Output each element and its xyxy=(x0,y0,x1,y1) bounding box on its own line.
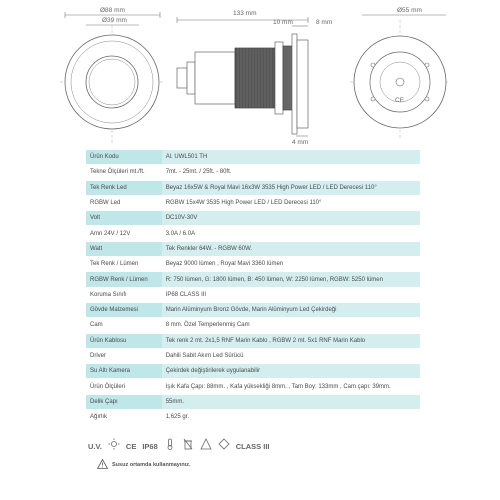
spec-value: Çekirdek değiştirilerek uygulanabilir xyxy=(162,364,420,379)
uv-sun-icon xyxy=(108,437,120,455)
spec-label: Gövde Malzemesi xyxy=(86,302,162,317)
spec-value: DC10V-30V xyxy=(162,211,420,226)
spec-row xyxy=(86,379,420,394)
spec-row xyxy=(86,180,420,195)
spec-value: Dahili Sabit Akım Led Sürücü xyxy=(162,348,420,363)
spec-value: 3.0A / 6.0A xyxy=(162,226,420,241)
technical-drawings xyxy=(0,0,500,148)
warning-text: Susuz ortamda kullanmayınız. xyxy=(112,462,191,468)
spec-row xyxy=(86,364,420,379)
spec-label: Ürün Kodu xyxy=(86,150,162,165)
spec-label: Driver xyxy=(86,348,162,363)
spec-value: Beyaz 16x5W & Royal Mavi 16x3W 3535 High Power LED / LED Derecesi 110° xyxy=(162,180,420,195)
back-ce-mark: CE xyxy=(395,97,405,104)
spec-value: 8 mm. Özel Temperlenmiş Cam xyxy=(162,318,420,333)
side-length-label: 133 mm xyxy=(233,10,257,17)
spec-row xyxy=(86,165,420,180)
side-view xyxy=(177,10,332,146)
spec-label: RGBW Led xyxy=(86,195,162,210)
spec-value: Tek Renkler 64W. - RGBW 60W. xyxy=(162,241,420,256)
spec-label: Delik Çapı xyxy=(86,394,162,409)
certification-icons xyxy=(88,437,270,455)
front-inner-dia-label: Ø39 mm xyxy=(102,17,127,24)
spec-row xyxy=(86,318,420,333)
front-view xyxy=(60,7,165,143)
spec-value: Tek renk 2 mt. 2x1,5 RNF Marin Kablo , RGBW 2 mt. 5x1 RNF Marin Kablo xyxy=(162,333,420,348)
spec-value: Beyaz 9000 lümen , Royal Mavi 3360 lümen xyxy=(162,257,420,272)
back-view xyxy=(350,7,450,140)
spec-label: Tekne Ölçüleri mt./ft. xyxy=(86,165,162,180)
spec-row xyxy=(86,287,420,302)
spec-row xyxy=(86,257,420,272)
spec-row xyxy=(86,150,420,165)
spec-row xyxy=(86,348,420,363)
spec-row xyxy=(86,302,420,317)
spec-row xyxy=(86,211,420,226)
spec-label: Cam xyxy=(86,318,162,333)
spec-row xyxy=(86,410,420,425)
spec-label: Watt xyxy=(86,241,162,256)
side-head-label: 10 mm xyxy=(273,19,293,26)
ce-label: CE xyxy=(125,441,137,451)
spec-label: Volt xyxy=(86,211,162,226)
spec-value: RGBW 15x4W 3535 High Power LED / LED Derecesi 110° xyxy=(162,195,420,210)
ip68-label: IP68 xyxy=(142,441,158,451)
class-triangle-icon xyxy=(200,437,212,455)
spec-row xyxy=(86,195,420,210)
diamond-icon xyxy=(218,437,230,455)
spec-label: Su Altı Kamera xyxy=(86,364,162,379)
spec-table xyxy=(86,150,420,425)
spec-label: Ağırlık xyxy=(86,410,162,425)
spec-value: 7mt. - 25mt. / 25ft. - 80ft. xyxy=(162,165,420,180)
spec-value: Al. UWL501 TH xyxy=(162,150,420,165)
spec-row xyxy=(86,226,420,241)
spec-value: Marin Alüminyum Bronz Gövde, Marin Alüminyum Led Çekirdeği xyxy=(162,302,420,317)
front-outer-dia-label: Ø88 mm xyxy=(100,7,125,14)
class-iii-label: CLASS III xyxy=(235,441,270,451)
spec-label: Tek Renk Led xyxy=(86,180,162,195)
spec-label: Amn 24V / 12V xyxy=(86,226,162,241)
uv-label: U.V. xyxy=(88,441,102,451)
drawing-svg xyxy=(0,0,500,148)
spec-value: Işık Kafa Çapı: 88mm. , Kafa yüksekliği 8mm. , Tam Boy: 133mm , Cam çapı: 39mm. xyxy=(162,379,420,394)
warning-icon xyxy=(97,456,108,474)
warning-row xyxy=(97,456,191,474)
spec-row xyxy=(86,241,420,256)
spec-label: Tek Renk / Lümen xyxy=(86,257,162,272)
spec-value: 55mm. xyxy=(162,394,420,409)
spec-value: IP68 CLASS III xyxy=(162,287,420,302)
temperature-icon xyxy=(164,437,176,455)
spec-row xyxy=(86,272,420,287)
spec-label: Ürün Ölçüleri xyxy=(86,379,162,394)
back-dia-label: Ø55 mm xyxy=(397,7,422,14)
spec-row xyxy=(86,333,420,348)
spec-label: RGBW Renk / Lümen xyxy=(86,272,162,287)
spec-value: 1,625 gr. xyxy=(162,410,420,425)
side-flange-label: 8 mm xyxy=(316,19,333,26)
waste-bin-icon xyxy=(182,437,194,455)
spec-row xyxy=(86,394,420,409)
side-bottom-label: 4 mm xyxy=(292,139,309,146)
spec-value: R: 750 lümen, G: 1800 lümen, B: 450 lümen, W: 2250 lümen, RGBW: 5250 lümen xyxy=(162,272,420,287)
spec-label: Ürün Kablosu xyxy=(86,333,162,348)
spec-label: Koruma Sınıfı xyxy=(86,287,162,302)
